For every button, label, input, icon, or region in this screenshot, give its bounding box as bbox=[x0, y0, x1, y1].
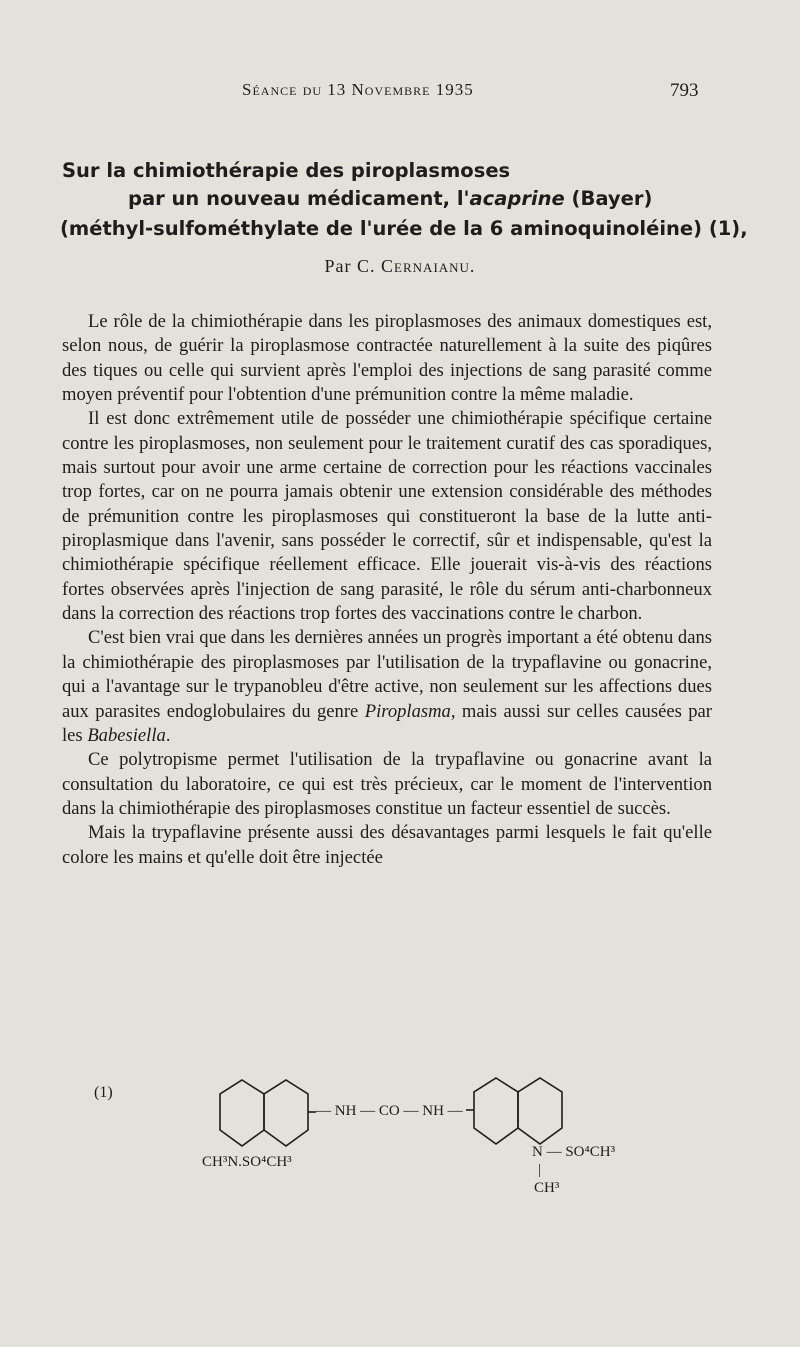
title-line-2-end: (Bayer) bbox=[564, 187, 653, 210]
left-ring-a bbox=[220, 1080, 264, 1146]
header-title: Séance du 13 Novembre 1935 bbox=[242, 80, 474, 99]
genus-piroplasma: Piroplasma bbox=[364, 700, 451, 722]
paragraph-4: Ce polytropisme permet l'utilisation de la trypaflavine ou gonacrine avant la consultation du laboratoire, ce qui est très précieux, car le moment de l'intervention dans la chimiothérapie des piroplasmoses constitue un facteur essentiel de succès. bbox=[62, 749, 712, 819]
title-line-1: Sur la chimiothérapie des piroplasmoses bbox=[62, 159, 511, 182]
right-ring-b bbox=[518, 1078, 562, 1144]
left-substituent: CH³N.SO⁴CH³ bbox=[202, 1154, 292, 1170]
paragraph-2: Il est donc extrêmement utile de posséder une chimiothérapie spécifique certaine contre les piroplasmoses, non seulement pour le traitement curatif des cas sporadiques, mais surtout pour avoir une arme certaine de correction pour les réactions vaccinales trop fortes, car on ne pourra jamais obtenir une extension considérable des méthodes de prémunition contre les piroplasmoses qui constitueront la base de la lutte anti-piroplasmique dans l'avenir, sans posséder le correctif, sûr et indispensable, qu'est la chimiothérapie spécifique réellement efficace. Elle jouerait vis-à-vis des réactions fortes observées après l'injection de sang parasité, le rôle du sérum anti-charbonneux dans la correction des réactions trop fortes des vaccinations contre le charbon. bbox=[62, 408, 712, 625]
article-body bbox=[62, 310, 712, 870]
author-prefix: Par C. bbox=[324, 256, 382, 276]
chemical-structure-diagram bbox=[88, 1074, 728, 1204]
bond-line: | bbox=[538, 1162, 542, 1178]
title-line-2 bbox=[128, 184, 652, 214]
right-ring-a bbox=[474, 1078, 518, 1144]
running-header bbox=[0, 80, 800, 106]
title-line-2-start: par un nouveau médicament, l' bbox=[128, 187, 470, 210]
author-line bbox=[0, 256, 800, 277]
paragraph-3-part-b: , mais aussi sur celles causées par les bbox=[62, 700, 712, 746]
title-line-3: (méthyl-sulfométhylate de l'urée de la 6 aminoquinoléine) (1), bbox=[60, 217, 748, 240]
paragraph-3 bbox=[62, 626, 712, 748]
paragraph-3-part-a: C'est bien vrai que dans les dernières années un progrès important a été obtenu dans la chimiothérapie des piroplasmoses par l'utilisation de la trypaflavine ou gonacrine, qui a l'avantage sur le trypanobleu d'être active, non seulement sur les affections dues aux parasites endoglobulaires du genre bbox=[62, 627, 712, 722]
paragraph-5: Mais la trypaflavine présente aussi des désavantages parmi lesquels le fait qu'elle colore les mains et qu'elle doit être injectée bbox=[62, 822, 712, 868]
author-name: Cernaianu. bbox=[381, 256, 476, 276]
title-drug-name: acaprine bbox=[469, 187, 565, 210]
right-substituent: N — SO⁴CH³ bbox=[532, 1144, 616, 1160]
methyl-group: CH³ bbox=[534, 1180, 560, 1196]
page-number: 793 bbox=[670, 80, 699, 101]
genus-babesiella: Babesiella bbox=[87, 724, 166, 746]
footnote-formula bbox=[88, 1074, 728, 1204]
left-ring-b bbox=[264, 1080, 308, 1146]
footnote-number: (1) bbox=[94, 1084, 113, 1101]
paragraph-3-part-c: . bbox=[165, 724, 171, 746]
amide-linker: — NH — CO — NH — bbox=[316, 1103, 463, 1119]
paragraph-1: Le rôle de la chimiothérapie dans les piroplasmoses des animaux domestiques est, selon nous, de guérir la piroplasmose contractée naturellement à la suite des piqûres des tiques ou celle qui survient après l'emploi des injections de sang parasité comme moyen préventif pour l'obtention d'une prémunition contre la même maladie. bbox=[62, 311, 712, 406]
